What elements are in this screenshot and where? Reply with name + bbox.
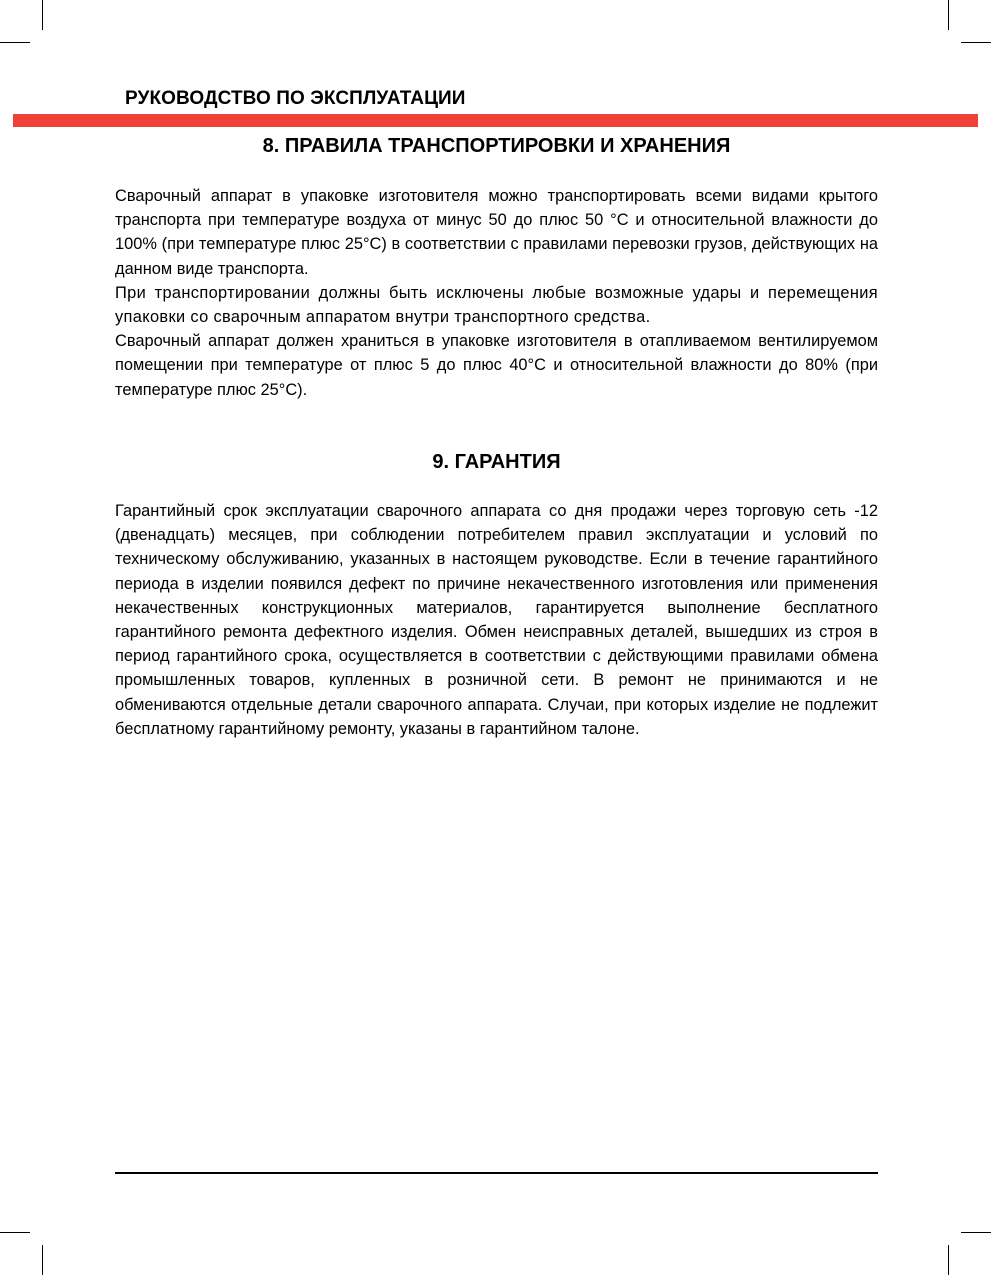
section-8-paragraph: Сварочный аппарат в упаковке изготовителя можно транспортировать всеми видами крытого транспорта при температуре воздуха от минус 50 до плюс 50 °С и относительной влажности до 100% (при температуре плюс 25°С) в соответствии с правилами перевозки грузов, действующих на данном виде транспорта. [115,187,878,278]
running-header: РУКОВОДСТВО ПО ЭКСПЛУАТАЦИИ [125,88,466,109]
footer-rule [115,1172,878,1174]
section-9-title: 9. ГАРАНТИЯ [432,451,561,473]
crop-mark [948,0,949,30]
crop-mark [948,1245,949,1275]
crop-mark [961,1232,991,1233]
section-8-paragraph: Сварочный аппарат должен храниться в упаковке изготовителя в отапливаемом вентилируемом помещении при температуре от плюс 5 до плюс 40°С и относительной влажности до 80% (при температуре плюс 25°С). [115,332,878,399]
crop-mark [42,0,43,30]
crop-mark [0,42,30,43]
header-accent-bar [13,114,978,127]
crop-mark [42,1245,43,1275]
section-8-body [115,184,878,402]
crop-mark [961,42,991,43]
section-8-paragraph: При транспортировании должны быть исключены любые возможные удары и перемещения упаковки со сварочным аппаратом внутри транспортного средства. [115,283,878,327]
crop-mark [0,1232,30,1233]
section-9-body [115,499,878,741]
section-9-paragraph: Гарантийный срок эксплуатации сварочного аппарата со дня продажи через торговую сеть -12 (двенадцать) месяцев, при соблюдении потребителем правил эксплуатации и условий по техническому обслуживанию, указанных в настоящем руководстве. Если в течение гарантийного периода в изделии появился дефект по причине некачественного изготовления или применения некачественных конструкционных материалов, гарантируется выполнение бесплатного гарантийного ремонта дефектного изделия. Обмен неисправных деталей, вышедших из строя в период гарантийного срока, осуществляется в соответствии с действующими правилами обмена промышленных товаров, купленных в розничной сети. В ремонт не принимаются и не обмениваются отдельные детали сварочного аппарата. Случаи, при которых изделие не подлежит бесплатному гарантийному ремонту, указаны в гарантийном талоне. [115,502,878,738]
section-8-title: 8. ПРАВИЛА ТРАНСПОРТИРОВКИ И ХРАНЕНИЯ [262,135,731,157]
